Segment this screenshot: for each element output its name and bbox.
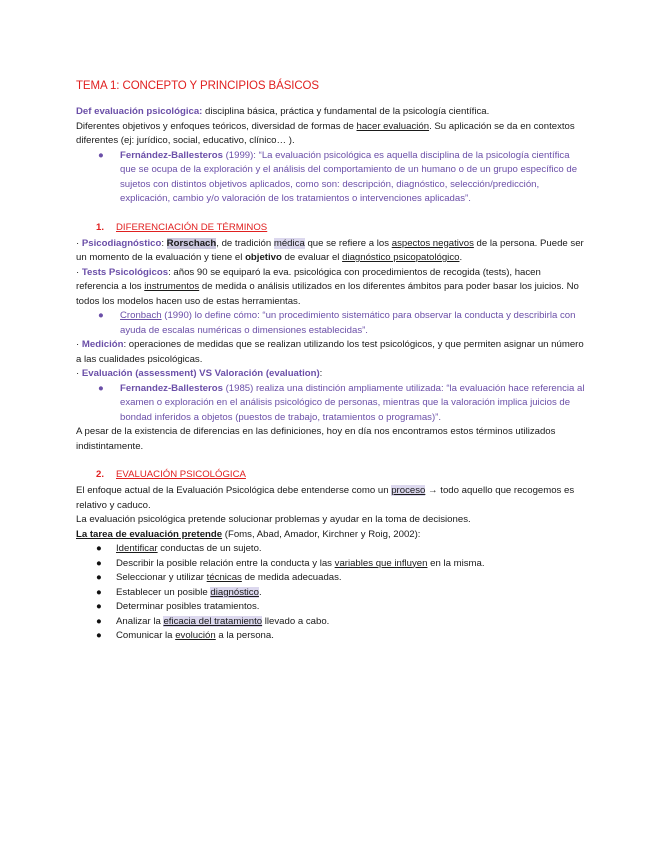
section-heading-1: 1. DIFERENCIACIÓN DE TÉRMINOS	[96, 221, 268, 233]
document-page	[76, 80, 586, 644]
bullet-icon: ●	[96, 615, 102, 627]
psicodiagnostico-paragraph: · Psicodiagnóstico: Rorschach, de tradición médica que se refiere a los aspectos negativos de la persona. Puede ser un momento de la evaluación y tiene el objetivo de evaluar el diagnóstico psicopatológico.	[76, 237, 584, 263]
list-item: ● Analizar la eficacia del tratamiento llevado a cabo.	[76, 615, 586, 630]
bullet-icon: ●	[96, 630, 102, 641]
list-item: ● Fernández-Ballesteros (1999): “La evaluación psicológica es aquella disciplina de la psicología científica que se ocupa de la exploración y el análisis del comportamiento de un humano o de un grupo específico de sujetos con distintos objetivos aplicados, como son: descripción, diagnóstico, selección/predicción, explicación, cambio y/o valoración de los tratamientos o intervenciones aplicadas”.	[98, 149, 578, 204]
medicion-paragraph: · Medición: operaciones de medidas que se realizan utilizando los test psicológicos, y que permiten asignar un número a las cualidades psicológicas.	[76, 339, 584, 365]
bullet-icon: ●	[96, 572, 102, 583]
tarea-list	[76, 542, 586, 644]
highlight-rorschach: Rorschach	[166, 237, 217, 249]
closing-paragraph: A pesar de la existencia de diferencias en las definiciones, hoy en día nos encontramos estos términos utilizados indistintamente.	[76, 426, 556, 452]
enfoque-paragraph: El enfoque actual de la Evaluación Psicológica debe entenderse como un proceso → todo aquello que recogemos es relativo y caduco.	[76, 485, 575, 511]
evaluacion-paragraph: · Evaluación (assessment) VS Valoración (evaluation):	[76, 368, 323, 379]
cronbach-bullets	[76, 309, 586, 338]
bullet-icon: ●	[96, 543, 102, 554]
list-item: ● Comunicar la evolución a la persona.	[76, 629, 586, 644]
pretende-paragraph: La evaluación psicológica pretende solucionar problemas y ayudar en la toma de decisiones.	[76, 514, 471, 525]
bullet-icon: ●	[98, 310, 104, 321]
page-title: TEMA 1: CONCEPTO Y PRINCIPIOS BÁSICOS	[76, 80, 319, 92]
hacer-evaluacion-link: hacer evaluación	[356, 120, 430, 132]
list-item: ● Fernandez-Ballesteros (1985) realiza una distinción ampliamente utilizada: “la evaluación hace referencia al examen o exploración en el análisis psicológico de personas, mientras que la valoración implica juicios de bondad inferidos a objetos (puestos de trabajo, tratamientos o programas)”.	[98, 382, 585, 423]
definition-term: Def evaluación psicológica:	[76, 106, 203, 117]
list-item: ● Identificar conductas de un sujeto.	[76, 542, 586, 557]
definition-bullets	[76, 149, 586, 207]
definition-paragraph: Def evaluación psicológica: disciplina básica, práctica y fundamental de la psicología científica. Diferentes objetivos y enfoques teóricos, diversidad de formas de hacer evaluación. Su aplicación se da en contextos diferentes (ej: jurídico, social, educativo, clínico… ).	[76, 106, 575, 146]
highlight-proceso: proceso	[391, 485, 426, 496]
bullet-icon: ●	[98, 149, 104, 161]
tarea-paragraph: La tarea de evaluación pretende (Foms, Abad, Amador, Kirchner y Roig, 2002):	[76, 528, 421, 540]
tests-paragraph: · Tests Psicológicos: años 90 se equiparó la eva. psicológica con procedimientos de recogida (tests), hacen referencia a los instrumentos de medida o análisis utilizados en los diferentes ámbitos para poder basar los juicios. No todos los modelos hacen uso de estas herramientas.	[76, 266, 579, 307]
bullet-icon: ●	[98, 382, 104, 394]
section-heading-2: 2. EVALUACIÓN PSICOLÓGICA	[96, 469, 246, 480]
bullet-icon: ●	[96, 586, 102, 598]
list-item: ● Seleccionar y utilizar técnicas de medida adecuadas.	[76, 571, 586, 586]
highlight-medica: médica	[273, 237, 305, 249]
list-item: ● Determinar posibles tratamientos.	[76, 600, 586, 615]
bullet-icon: ●	[96, 601, 102, 612]
bullet-icon: ●	[96, 557, 102, 569]
fb-bullets	[76, 382, 586, 426]
list-item: ● Cronbach (1990) lo define cómo: “un procedimiento sistemático para observar la conducta y describirla con ayuda de escalas numéricas o dimensiones establecidas”.	[98, 310, 576, 336]
list-item: ● Describir la posible relación entre la conducta y las variables que influyen en la misma.	[76, 557, 586, 572]
list-item: ● Establecer un posible diagnóstico.	[76, 586, 586, 601]
